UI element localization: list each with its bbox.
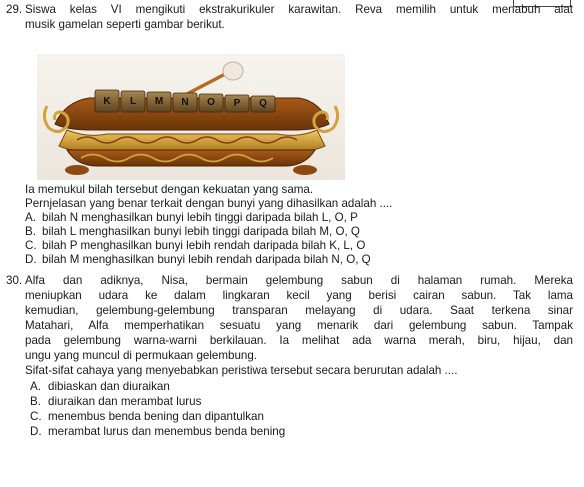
q30-para-line3: kemudian, gelembung-gelembung transparan melayang di udara. Saat terkena sinar — [25, 304, 573, 317]
q30-option-d[interactable]: merambat lurus dan menembus benda bening — [48, 425, 286, 438]
q29-stem-line2: musik gamelan seperti gambar berikut. — [25, 18, 225, 31]
q29-option-d-letter: D. — [25, 253, 37, 266]
q30-option-a-letter: A. — [30, 380, 41, 393]
q30-option-c-letter: C. — [30, 410, 42, 423]
q30-option-d-letter: D. — [30, 425, 42, 438]
bar-label-o: O — [207, 97, 215, 108]
bar-label-n: N — [181, 97, 189, 108]
q30-question: Sifat-sifat cahaya yang menyebabkan peristiwa tersebut secara berurutan adalah .... — [25, 364, 458, 377]
q29-option-d[interactable]: bilah M menghasilkan bunyi lebih rendah daripada bilah N, O, Q — [42, 253, 371, 266]
q30-para-line6: ungu yang muncul di permukaan gelembung. — [25, 349, 258, 362]
gamelan-saron-image — [37, 54, 345, 180]
q30-option-b-letter: B. — [30, 395, 41, 408]
q30-number: 30. — [6, 274, 23, 287]
q30-option-a[interactable]: dibiaskan dan diuraikan — [48, 380, 170, 393]
q29-option-b[interactable]: bilah L menghasilkan bunyi lebih tinggi daripada bilah M, O, Q — [42, 225, 360, 238]
bar-label-l: L — [129, 96, 137, 107]
q30-para-line2: meniupkan udara ke dalam lingkaran kecil yang berisi cairan sabun. Tak lama — [25, 289, 573, 302]
q29-stem-line1: Siswa kelas VI mengikuti ekstrakurikuler karawitan. Reva memilih untuk menabuh alat — [25, 3, 573, 16]
mallet-head — [223, 62, 243, 80]
q29-option-c-letter: C. — [25, 239, 37, 252]
q30-para-line4: Matahari, Alfa memperhatikan sesuatu yang menarik dari gelembung sabun. Tampak — [25, 319, 573, 332]
bar-label-k: K — [103, 96, 111, 107]
q30-option-c[interactable]: menembus benda bening dan dipantulkan — [48, 410, 264, 423]
q30-para-line1: Alfa dan adiknya, Nisa, bermain gelembung sabun di halaman rumah. Mereka — [25, 274, 573, 287]
q29-option-b-letter: B. — [25, 225, 36, 238]
q29-after-line1: Ia memukul bilah tersebut dengan kekuatan yang sama. — [25, 183, 314, 196]
q29-number: 29. — [6, 3, 23, 16]
q29-option-c[interactable]: bilah P menghasilkan bunyi lebih rendah daripada bilah K, L, O — [42, 239, 366, 252]
bar-label-m: M — [154, 96, 164, 107]
bar-label-p: P — [233, 98, 241, 109]
q30-para-line5: pada gelembung warna-warni berkilauan. Ia melihat ada warna merah, biru, hijau, dan — [25, 334, 573, 347]
q29-option-a-letter: A. — [25, 211, 36, 224]
q29-option-a[interactable]: bilah N menghasilkan bunyi lebih tinggi daripada bilah L, O, P — [42, 211, 358, 224]
q30-option-b[interactable]: diuraikan dan merambat lurus — [48, 395, 202, 408]
bar-label-q: Q — [259, 98, 267, 109]
q29-question: Pernjelasan yang benar terkait dengan bunyi yang dihasilkan adalah .... — [25, 197, 393, 210]
